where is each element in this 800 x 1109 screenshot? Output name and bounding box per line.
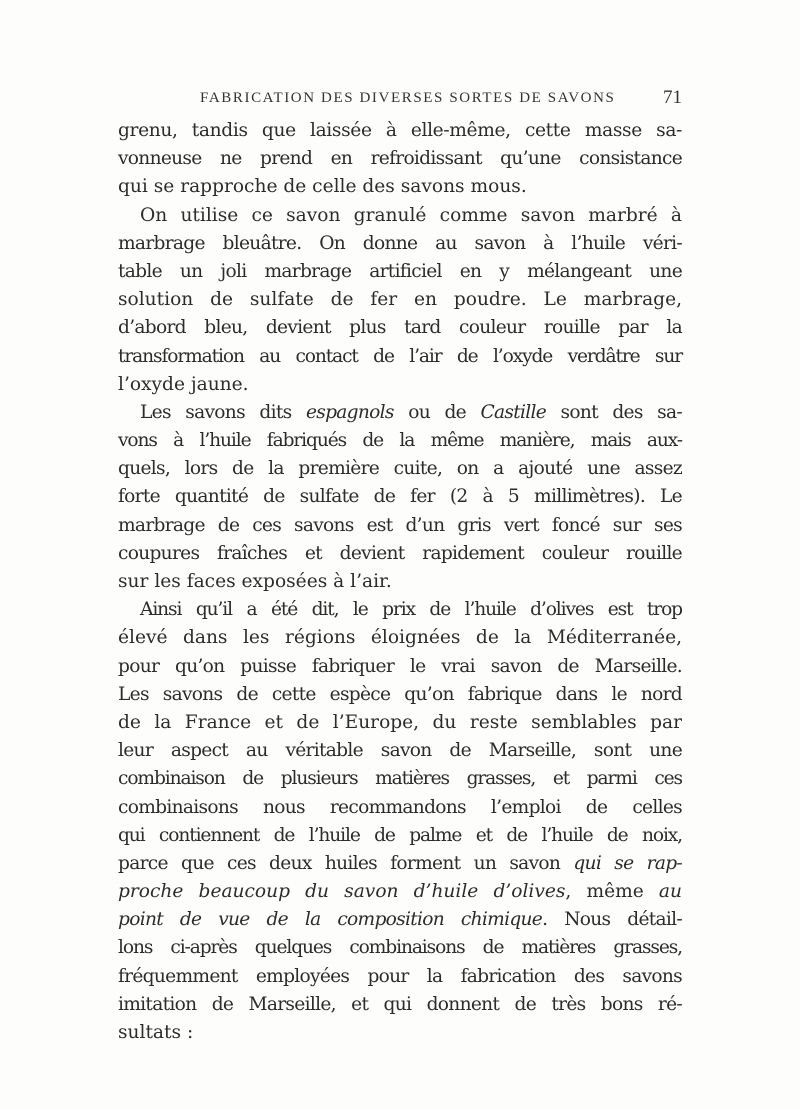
italic-text: Castille: [480, 401, 547, 423]
text-run: sultats :: [118, 1022, 194, 1043]
text-run: pour qu’on puisse fabriquer le vrai savon de Marseille.: [118, 655, 682, 677]
text-line: [118, 343, 682, 371]
italic-text: proche beaucoup du savon d’huile d’olives: [118, 881, 566, 903]
text-line: [118, 1019, 682, 1047]
running-head-title: FABRICATION DES DIVERSES SORTES DE SAVONS: [200, 90, 616, 106]
text-line: [118, 653, 682, 681]
text-run: combinaisons nous recommandons l’emploi de celles: [118, 796, 682, 818]
text-line: [118, 963, 682, 991]
text-run: grenu, tandis que laissée à elle-même, cette masse sa-: [118, 120, 682, 141]
text-run: Les savons dits: [140, 401, 306, 423]
italic-text: qui se rap-: [573, 852, 683, 874]
text-line: [118, 145, 682, 173]
text-line: [118, 765, 682, 793]
italic-text: espagnols: [305, 401, 394, 423]
text-line: [118, 258, 682, 286]
text-line: [118, 455, 682, 483]
text-run: marbrage de ces savons est d’un gris vert foncé sur ses: [118, 514, 682, 536]
text-line: [118, 991, 682, 1019]
text-line: [118, 850, 682, 878]
text-line: [118, 427, 682, 455]
text-line: [118, 906, 682, 934]
text-line: [118, 737, 682, 765]
text-line: [118, 173, 682, 201]
text-run: combinaison de plusieurs matières grasses, et parmi ces: [118, 768, 682, 790]
text-run: Les savons de cette espèce qu’on fabrique dans le nord: [118, 683, 682, 705]
text-run: parce que ces deux huiles forment un savon: [118, 852, 574, 874]
text-line: [118, 483, 682, 511]
text-line: [118, 117, 682, 145]
text-run: imitation de Marseille, et qui donnent de très bons ré-: [118, 993, 682, 1015]
running-head: [118, 87, 682, 114]
text-run: quels, lors de la première cuite, on a ajouté une assez: [118, 458, 682, 480]
text-run: coupures fraîches et devient rapidement couleur rouille: [118, 542, 682, 564]
text-run: d’abord bleu, devient plus tard couleur rouille par la: [118, 317, 682, 339]
text-run: sont des sa-: [546, 401, 682, 423]
text-line: [118, 202, 682, 230]
italic-text: point de vue de la composition chimique: [118, 909, 543, 931]
text-run: de la France et de l’Europe, du reste semblables par: [118, 711, 682, 733]
page-number: 71: [663, 87, 682, 108]
italic-text: au: [658, 881, 682, 903]
text-line: [118, 596, 682, 624]
text-run: . Nous détail-: [542, 909, 682, 931]
text-run: élevé dans les régions éloignées de la Méditerranée,: [118, 627, 682, 649]
text-line: [118, 512, 682, 540]
text-run: sur les faces exposées à l’air.: [118, 571, 392, 592]
text-run: leur aspect au véritable savon de Marseille, sont une: [118, 740, 682, 762]
text-run: ou de: [393, 401, 481, 423]
text-line: [118, 822, 682, 850]
text-line: [118, 314, 682, 342]
text-line: [118, 399, 682, 427]
body-text: [118, 117, 682, 1047]
text-line: [118, 878, 682, 906]
text-line: [118, 540, 682, 568]
text-run: On utilise ce savon granulé comme savon marbré à: [140, 204, 682, 226]
text-run: forte quantité de sulfate de fer (2 à 5 millimètres). Le: [118, 486, 682, 508]
text-run: Ainsi qu’il a été dit, le prix de l’huile d’olives est trop: [140, 599, 682, 621]
text-line: [118, 934, 682, 962]
text-run: marbrage bleuâtre. On donne au savon à l’huile véri-: [118, 232, 682, 254]
text-line: [118, 681, 682, 709]
text-line: [118, 709, 682, 737]
text-line: [118, 568, 682, 596]
text-line: [118, 286, 682, 314]
text-run: qui contiennent de l’huile de palme et de l’huile de noix,: [118, 824, 682, 846]
text-run: qui se rapproche de celle des savons mous.: [118, 176, 527, 198]
text-line: [118, 371, 682, 399]
text-run: solution de sulfate de fer en poudre. Le marbrage,: [118, 289, 682, 311]
text-line: [118, 230, 682, 258]
text-run: fréquemment employées pour la fabrication des savons: [118, 965, 682, 987]
text-run: l’oxyde jaune.: [118, 373, 249, 395]
text-line: [118, 624, 682, 652]
text-run: vons à l’huile fabriqués de la même manière, mais aux-: [118, 430, 682, 452]
text-run: table un joli marbrage artificiel en y mélangeant une: [118, 260, 682, 282]
text-run: transformation au contact de l’air de l’oxyde verdâtre sur: [118, 345, 682, 367]
text-line: [118, 794, 682, 822]
text-run: lons ci-après quelques combinaisons de matières grasses,: [118, 937, 682, 959]
text-run: vonneuse ne prend en refroidissant qu’une consistance: [118, 148, 682, 170]
text-run: , même: [565, 881, 659, 903]
